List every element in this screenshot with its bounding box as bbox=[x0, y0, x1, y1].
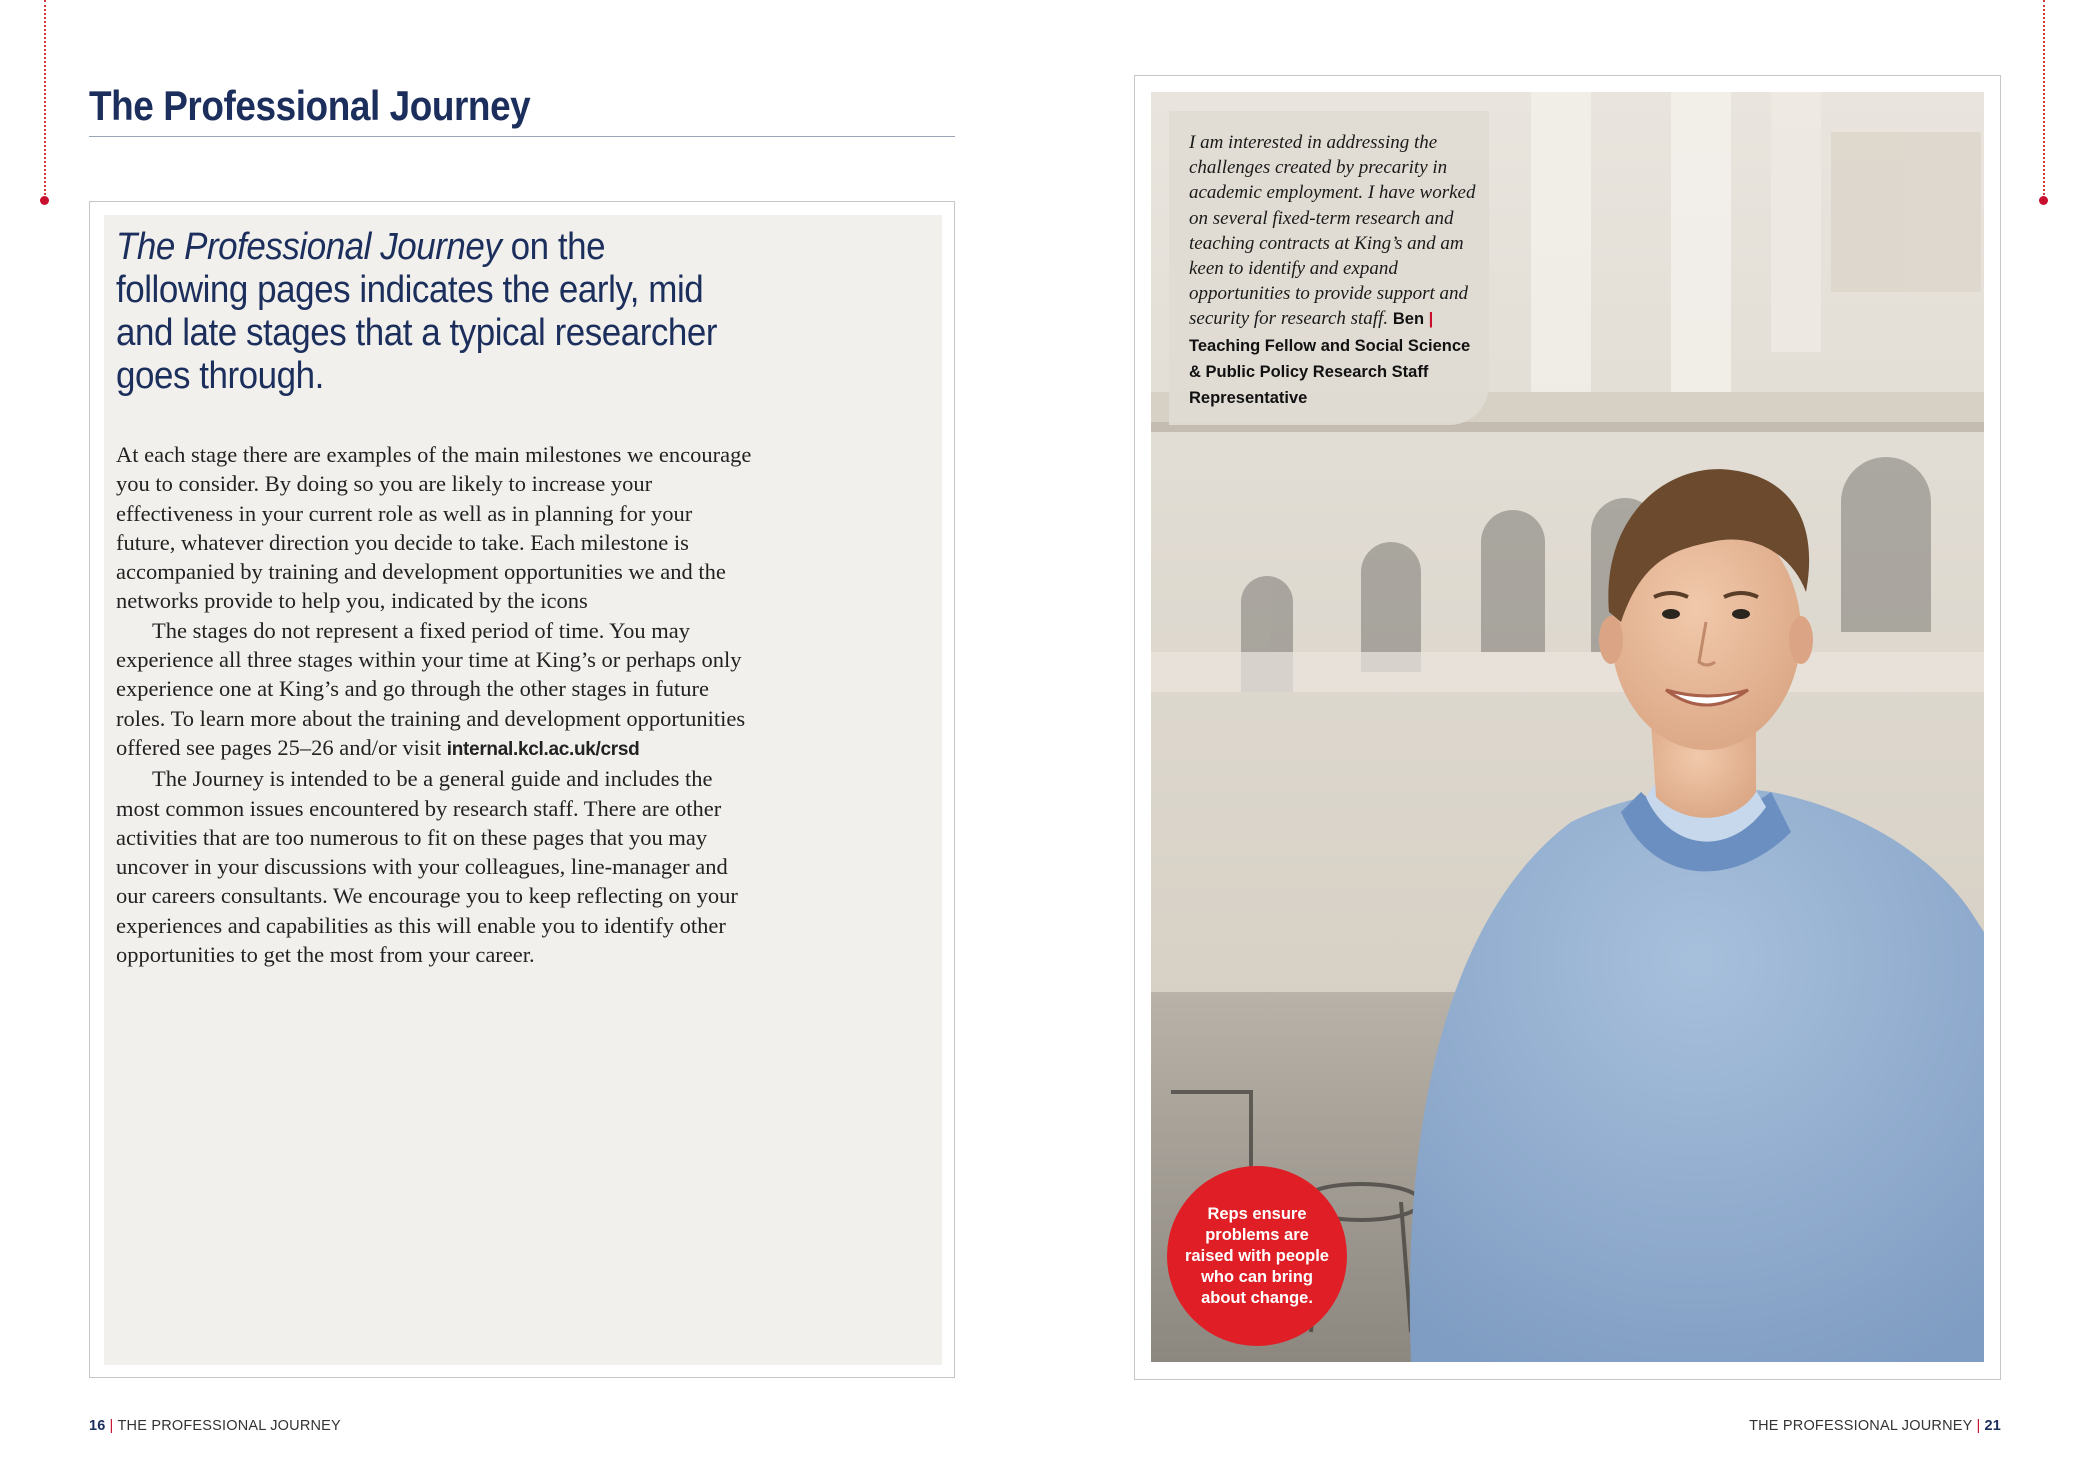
quote-credit-role: Teaching Fellow and Social Science & Public Policy Research Staff Representative bbox=[1189, 336, 1471, 408]
left-fold-dot bbox=[40, 196, 49, 205]
left-footer-separator: | bbox=[109, 1418, 114, 1434]
right-page-number: 21 bbox=[1984, 1418, 2001, 1434]
body-paragraph-2-text: The stages do not represent a fixed period of time. You may experience all three stages within your time at King’s or perhaps only experience one at King’s and go through the other stages in future roles. To learn more about the training and development opportunities offered see pages 25–26 and/or visit bbox=[116, 617, 746, 760]
left-footer-label: THE PROFESSIONAL JOURNEY bbox=[117, 1418, 341, 1434]
lede-italic: The Professional Journey bbox=[116, 226, 502, 268]
crsd-link[interactable]: internal.kcl.ac.uk/crsd bbox=[446, 738, 640, 760]
reps-callout-text: Reps ensure problems are raised with people who can bring about change. bbox=[1185, 1204, 1329, 1307]
left-footer bbox=[89, 1418, 341, 1434]
lede-paragraph bbox=[116, 226, 742, 398]
body-paragraph-3: The Journey is intended to be a general guide and includes the most common issues encountered by research staff. There are other activities that are too numerous to fit on these pages that you may uncover in your discussions with your colleagues, line-manager and our careers consultants. We encourage you to keep reflecting on your experiences and capabilities as this will enable you to identify other opportunities to get the most from your career. bbox=[116, 766, 738, 968]
body-paragraph-2 bbox=[116, 616, 756, 764]
reps-callout-badge bbox=[1167, 1166, 1347, 1346]
title-divider bbox=[89, 136, 955, 137]
quote-body: I am interested in addressing the challenges created by precarity in academic employment. I have worked on several fixed-term research and teaching contracts at King’s and am keen to identify and expand opportunities to provide support and security for research staff. bbox=[1189, 132, 1476, 330]
left-fold-marker bbox=[44, 0, 46, 195]
body-paragraph-1: At each stage there are examples of the main milestones we encourage you to consider. By doing so you are likely to increase your effectiveness in your current role as well as in planning for your future, whatever direction you decide to take. Each milestone is accompanied by training and development opportunities we and the networks provide to help you, indicated by the icons bbox=[116, 442, 752, 614]
right-footer-label: THE PROFESSIONAL JOURNEY bbox=[1749, 1418, 1973, 1434]
right-footer-separator: | bbox=[1976, 1418, 1981, 1434]
left-page-number: 16 bbox=[89, 1418, 106, 1434]
quote-credit-name: Ben bbox=[1392, 310, 1425, 329]
page-title: The Professional Journey bbox=[89, 82, 531, 129]
lede-rest: on the following pages indicates the early, mid and late stages that a typical researcher goes through. bbox=[116, 226, 718, 397]
quote-text bbox=[1189, 130, 1481, 411]
right-fold-dot bbox=[2039, 196, 2048, 205]
quote-credit-separator: | bbox=[1428, 310, 1434, 329]
right-fold-marker bbox=[2043, 0, 2045, 195]
body-text bbox=[116, 440, 756, 969]
right-footer bbox=[1749, 1418, 2001, 1434]
